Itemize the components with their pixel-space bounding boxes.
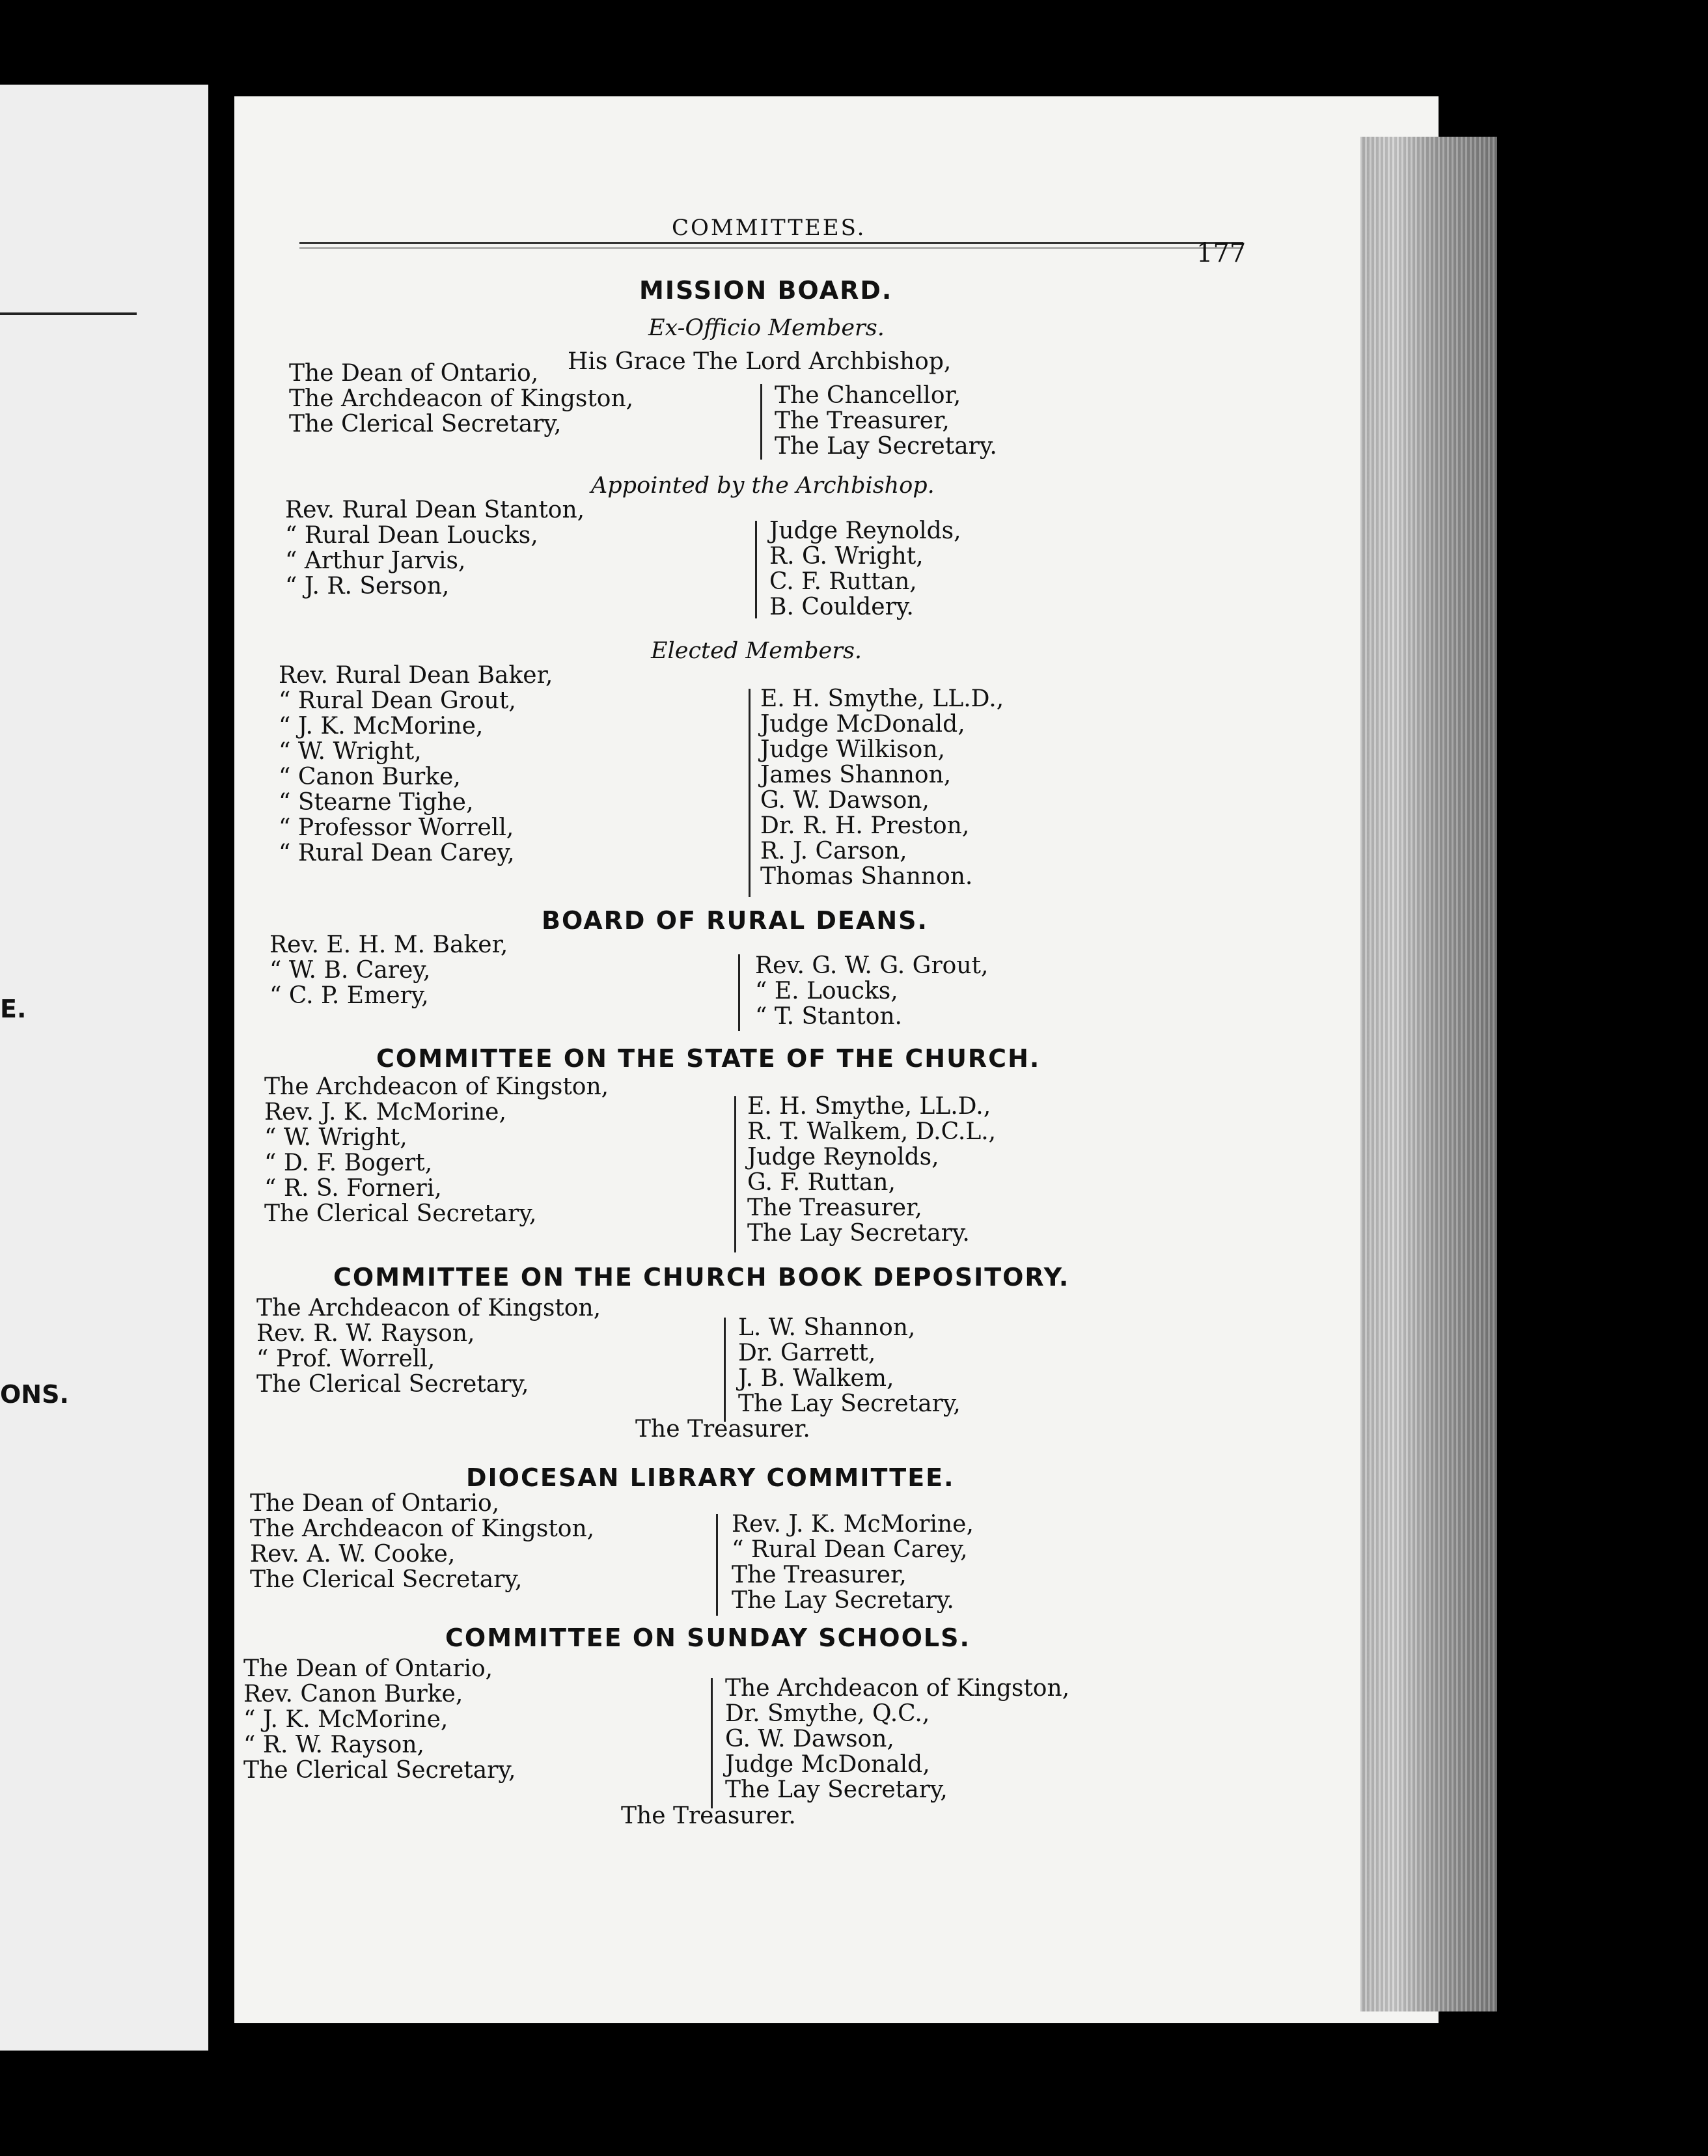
section-title-book-depository: COMMITTEE ON THE CHURCH BOOK DEPOSITORY. [333,1263,1070,1292]
state-right-column [747,1094,996,1246]
member: Thomas Shannon. [760,863,973,890]
member: J. B. Walkem, [738,1365,894,1392]
rural-deans-right-column [755,953,988,1029]
subtitle-appointed: Appointed by the Archbishop. [591,473,935,499]
appointed-left-column [285,497,585,599]
member: The Clerical Secretary, [256,1371,529,1398]
member: The Chancellor, [775,382,961,409]
member: “ Arthur Jarvis, [285,547,466,574]
member: Rev. A. W. Cooke, [250,1541,456,1568]
member: The Clerical Secretary, [243,1757,516,1784]
depository-right-column [738,1315,961,1417]
page-number: 177 [1196,238,1247,268]
ex-officio-left-column [289,361,633,437]
member: “ Prof. Worrell, [256,1346,435,1372]
library-right-column [732,1512,974,1613]
member: “ W. Wright, [264,1124,407,1151]
member: The Archdeacon of Kingston, [289,385,634,412]
member: The Clerical Secretary, [264,1200,537,1227]
member: G. W. Dawson, [725,1726,894,1752]
member: The Dean of Ontario, [243,1655,493,1682]
section-title-state-of-church: COMMITTEE ON THE STATE OF THE CHURCH. [376,1044,1041,1073]
section-title-sunday-schools: COMMITTEE ON SUNDAY SCHOOLS. [445,1624,971,1652]
member: The Treasurer, [747,1195,922,1221]
depository-bottom-line: The Treasurer. [635,1416,810,1443]
library-left-column [250,1491,594,1592]
sunday-schools-left-column [243,1656,516,1783]
member: Dr. R. H. Preston, [760,812,970,839]
left-page-fragment-e: E. [0,995,27,1023]
column-divider [734,1096,736,1252]
member: “ Rural Dean Carey, [732,1536,968,1563]
member: The Treasurer, [732,1562,907,1588]
member: The Lay Secretary, [725,1776,948,1803]
page-edges [1360,137,1497,2011]
member: “ R. W. Rayson, [243,1732,424,1758]
member: “ Professor Worrell, [279,814,514,841]
section-title-rural-deans: BOARD OF RURAL DEANS. [542,906,928,935]
appointed-right-column [769,518,961,620]
member: “ Rural Dean Carey, [279,840,515,866]
elected-left-column [279,663,553,866]
member: Dr. Garrett, [738,1340,876,1366]
member: The Lay Secretary. [732,1587,954,1614]
member: “ Rural Dean Grout, [279,687,516,714]
member: The Archdeacon of Kingston, [725,1675,1070,1702]
member: “ J. K. McMorine, [243,1706,448,1733]
member: R. G. Wright, [769,543,924,570]
member: The Clerical Secretary, [250,1566,523,1593]
member: Judge McDonald, [725,1751,930,1778]
member: E. H. Smythe, LL.D., [747,1093,991,1120]
member: Rev. J. K. McMorine, [264,1099,506,1126]
member: Judge Wilkison, [760,736,945,763]
member: Rev. E. H. M. Baker, [269,932,508,958]
member: Rev. Rural Dean Stanton, [285,497,585,523]
member: “ D. F. Bogert, [264,1150,433,1176]
member: Rev. Rural Dean Baker, [279,662,553,689]
column-divider [716,1514,718,1616]
member: Judge McDonald, [760,711,965,738]
member: “ T. Stanton. [755,1003,903,1030]
member: The Treasurer, [775,408,950,434]
sunday-schools-bottom-line: The Treasurer. [621,1803,796,1829]
member: B. Couldery. [769,594,914,620]
member: “ C. P. Emery, [269,982,429,1009]
column-divider [738,954,740,1031]
member: Judge Reynolds, [769,518,961,544]
member: “ W. B. Carey, [269,957,431,984]
left-page-rule [0,312,137,315]
rural-deans-left-column [269,932,508,1008]
header-rule-2 [299,247,1243,249]
column-divider [749,689,751,897]
header-rule [299,242,1243,244]
member: Rev. Canon Burke, [243,1681,463,1707]
depository-left-column [256,1295,601,1397]
running-title: COMMITTEES. [672,215,866,241]
ex-officio-top-line: His Grace The Lord Archbishop, [568,348,952,375]
sunday-schools-right-column [725,1676,1069,1803]
column-divider [755,521,757,618]
member: Rev. G. W. G. Grout, [755,952,989,979]
member: The Dean of Ontario, [289,360,539,387]
member: “ J. K. McMorine, [279,713,484,739]
member: The Lay Secretary, [738,1390,961,1417]
member: The Lay Secretary. [775,433,997,460]
member: G. F. Ruttan, [747,1169,896,1196]
member: Dr. Smythe, Q.C., [725,1700,930,1727]
member: L. W. Shannon, [738,1314,916,1341]
member: Judge Reynolds, [747,1144,939,1170]
ex-officio-right-column [775,383,997,459]
member: James Shannon, [760,762,952,788]
state-left-column [264,1074,609,1226]
member: Rev. R. W. Rayson, [256,1320,475,1347]
member: The Archdeacon of Kingston, [256,1295,601,1321]
subtitle-ex-officio: Ex-Officio Members. [648,315,885,341]
member: “ Stearne Tighe, [279,789,474,816]
member: “ Rural Dean Loucks, [285,522,538,549]
member: R. T. Walkem, D.C.L., [747,1118,997,1145]
member: The Archdeacon of Kingston, [264,1073,609,1100]
member: G. W. Dawson, [760,787,930,814]
member: The Archdeacon of Kingston, [250,1515,595,1542]
subtitle-elected: Elected Members. [651,638,862,664]
member: “ J. R. Serson, [285,573,450,600]
column-divider [760,384,762,460]
member: The Clerical Secretary, [289,411,562,437]
member: R. J. Carson, [760,838,907,864]
left-page-fragment-ons: ONS. [0,1380,69,1409]
column-divider [711,1678,713,1808]
left-facing-page [0,85,208,2051]
member: The Dean of Ontario, [250,1490,500,1517]
member: “ Canon Burke, [279,764,461,790]
member: The Lay Secretary. [747,1220,970,1247]
member: “ W. Wright, [279,738,422,765]
column-divider [724,1318,726,1422]
member: “ E. Loucks, [755,978,898,1004]
elected-right-column [760,686,1004,889]
member: C. F. Ruttan, [769,568,917,595]
member: Rev. J. K. McMorine, [732,1511,974,1538]
section-title-library: DIOCESAN LIBRARY COMMITTEE. [466,1463,955,1492]
member: E. H. Smythe, LL.D., [760,685,1004,712]
member: “ R. S. Forneri, [264,1175,442,1202]
section-title-mission-board: MISSION BOARD. [639,276,893,305]
